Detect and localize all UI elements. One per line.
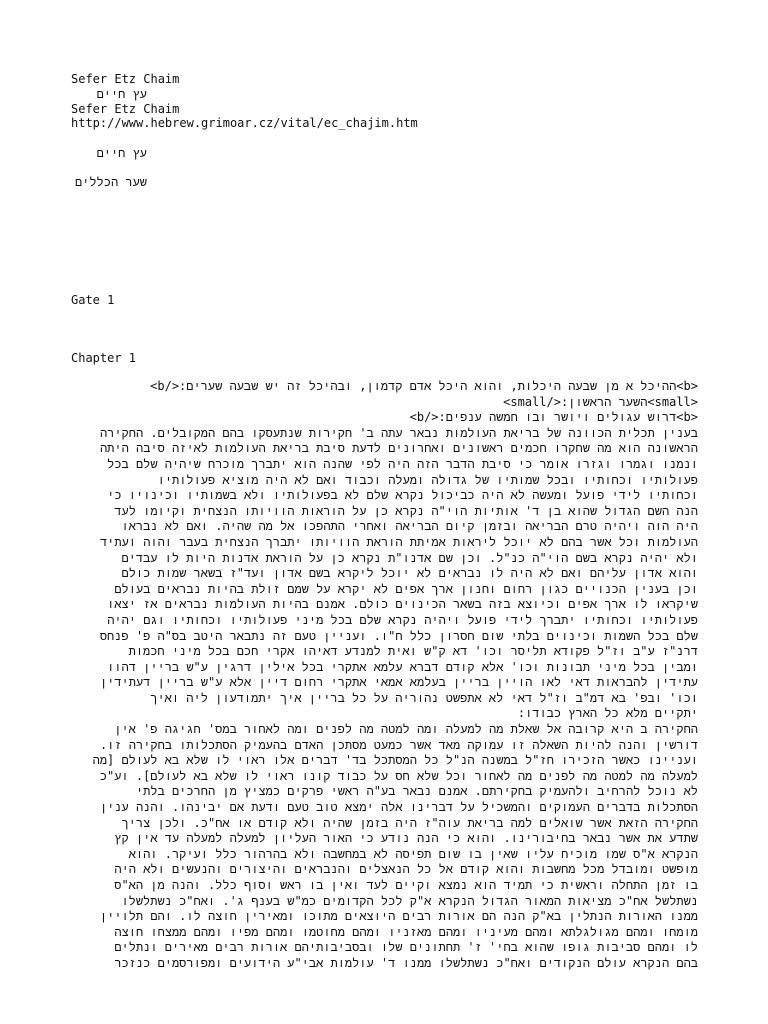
gate-title-hebrew: שער הכללים (74, 175, 147, 189)
body-line: ולא יהיה נקרא בשם הוי"ה כנ"ל. וכן שם אדנו"ת נקרא כן על הוראת אדנות היות לו עבדים (121, 550, 698, 565)
body-line: ממנו האורות הנתלין בא"ק הנה הם אורות רבים היוצאים מתוכו ומאירין חוצה לו. והם תלויין (99, 909, 698, 924)
body-line: ונמנו וגמרו וגזרו אומר כי סיבת הדבר הזה היה לפי שהנה הוא יתברך מוכרח שיהיה שלם בכל (107, 456, 698, 471)
body-line: יתקיים מלא כל הארץ כבודו: (517, 706, 698, 721)
body-line: מופשט ומובדל מכל מחשבות והוא קודם אל כל הנאצלים והנבראים והיצורים והנעשים ולא היה (114, 862, 698, 877)
body-line: <b>דרוש עגולים ויושר ובו חמשה ענפים:</b> (409, 410, 698, 425)
body-line: שתדע את אשר נבאר בחיבורינו. והוא כי הנה נודע כי האור העליון למעלה למעלה עד אין קץ (114, 831, 698, 846)
body-line: דורשין והנה להיות השאלה זו עמוקה מאד אשר כמעט מסתכן האדם בהעמיק הסתכלותו בחקירה זו. (99, 737, 698, 752)
body-line: וכו' ובפ' בא דמ"ב וז"ל דאי לא אתפשט נהוריה על כל בריין איך יתמודעון ליה ואיך (150, 690, 698, 705)
body-line: וכן בענין הכנויים כגון רחום וחנון ארך אפים לא יקרא על שמם זולת בהיות נבראים בעולם (114, 581, 698, 596)
body-line: וכחותיו לידי פועל ומעשה לא היה כביכול נקרא שלם לא בפעולותיו ולא בשמותיו וכינויו כי (107, 488, 698, 503)
body-line: פעולותיו וכחותיו יתברך לידי פועל ויהיה נקרא שלם בכל מיני פעולותיו וכחותיו וגם יהיה (107, 612, 698, 627)
body-text (70, 379, 698, 972)
body-line: הנקרא א"ס שמו מוכיח עליו שאין בו שום תפיסה לא במחשבה ולא בהרהור כלל ועיקר. והוא (128, 846, 698, 861)
body-line: <small>השער הראשון:</small> (503, 394, 698, 409)
body-line: שלם בכל השמות וכינוים בלתי שום חסרון כלל ח"ו. ועניין טעם זה נתבאר היטב בס"ה פ' פנחס (99, 628, 698, 643)
book-title-hebrew: עץ חיים (96, 146, 147, 160)
source-url: http://www.hebrew.grimoar.cz/vital/ec_chajim.htm (71, 116, 418, 130)
gate-label: Gate 1 (71, 293, 115, 307)
body-line: החקירה הזאת אשר שואלים למה בריאת עוה"ז היה בזמן שהיה ולא קודם או אח"כ. ולכן צריך (121, 815, 698, 830)
body-line: לא נוכל להרחיב ולהעמיק בחקירתם. אמנם נבאר בע"ה ראשי פרקים כמציץ מן החרכים בלתי (135, 784, 698, 799)
chapter-label: Chapter 1 (71, 351, 137, 365)
body-line: לו ומהם סביבות גופו שהוא בחי' ז' תחתונים שלו ובסביבותיהם אורות רבים מאירים ונתלים (114, 940, 698, 955)
body-line: למעלה מה למטה מה לפנים מה לאחור וכל שלא חס על כבוד קונו ראוי לו שלא בא לעולם]. וע"כ (99, 768, 698, 783)
body-line: העולמות וכל אשר בהם לא יוכל ליראות אמיתת הוראת הוויותו יתברך הנצחית בעבר והוה ועתיד (99, 534, 698, 549)
body-line: והוא אדון עליהם ואם לא היה לו נבראים לא יוכל ליקרא בשם אדון ועד"ז בשאר שמות כולם (121, 566, 698, 581)
body-line: שיקראו לו ארך אפים וכיוצא בזה בשאר הכינוים כולם. אמנם בהיות העולמות נבראים אז יצאו (107, 597, 698, 612)
body-line: נשתלשל אח"כ מציאות המאור הגדול הנקרא א"ק לכל הקדומים כמ"ש בענף ג'. ואח"כ נשתלשלו (121, 893, 698, 908)
body-line: הסתכלות בדברים העמוקים והמשכיל על דברינו אלה ימצא טוב טעם ודעת אם יבינהו. והנה ענין (99, 800, 698, 815)
body-line: <b>ההיכל א מן שבעה היכלות, והוא היכל אדם קדמון, ובהיכל זה יש שבעה שערים:</b> (150, 379, 698, 393)
body-line: ומבין בכל מיני תבונות וכו' אלא קודם דברא עלמא אתקרי בכל אילין דרגין ע"ש בריין דהוו (107, 659, 698, 674)
body-line: בענין תכלית הכוונה של בריאת העולמות נבאר עתה ב' חקירות שנתעסקו בהם המקובלים. החקירה (99, 425, 698, 440)
body-line: בו זמן התחלה וראשית כי תמיד הוא נמצא וקיים לעד ואין בו ראש וסוף כלל. והנה מן הא"ס (114, 878, 698, 892)
body-line: מומחו ומהם מגולגלתא ומהם מעיניו ומהם מאזניו ומהם מחוטמו ומהם מפיו ומהם ממצחו חוצה (114, 924, 698, 939)
header-title-english-repeat: Sefer Etz Chaim (71, 102, 180, 116)
body-line: הנה השם הגדול שהוא בן ד' אותיות הוי"ה נקרא כן על הוראות הוויותו הנצחית וקיומו לעד (114, 503, 698, 518)
body-line: היה הוה ויהיה טרם הבריאה ובזמן קיום הבריאה ואחרי התהפכו אל מה שהיה. ואם לא נבראו (121, 519, 698, 534)
body-line: בהם הנקרא עולם הנקודים ואח"כ נשתלשלו ממנו ד' עולמות אבי"ע הידועים ומפורסמים כנזכר (114, 955, 698, 970)
body-line: עתידין להבראות דאי לאו הויין בריין בעלמא אמאי אתקרי רחום דיין אלא ע"ש בריין דעתידין (99, 675, 698, 690)
body-line: החקירה ב היא קרובה אל שאלת מה למעלה ומה למטה מה לפנים ומה לאחור במס' חגיגה פ' אין (114, 722, 698, 737)
body-line: דרנ"ז ע"ב וז"ל פקודא תליסר וכו' דא ק"ש ואית למנדע דאיהו אקרי חכם בכל מיני חכמות (128, 644, 698, 659)
header-title-hebrew: עץ חיים (96, 87, 147, 101)
body-line: פעולותיו וכחותיו ובכל שמותיו של גדולה ומעלה וכבוד ואם לא היה מוציא פעולותיו (157, 472, 698, 487)
body-line: ועניינו כאשר הזכירו חז"ל במשנה הנ"ל כל המסתכל בד' דברים אלו ראוי לו שלא בא לעולם [מה (92, 753, 698, 768)
header-title-english: Sefer Etz Chaim (71, 72, 180, 86)
body-line: הראשונה הוא מה שחקרו חכמים ראשונים ואחרונים לדעת סיבת בריאת העולמות לאיזה סיבה היתה (99, 441, 698, 456)
